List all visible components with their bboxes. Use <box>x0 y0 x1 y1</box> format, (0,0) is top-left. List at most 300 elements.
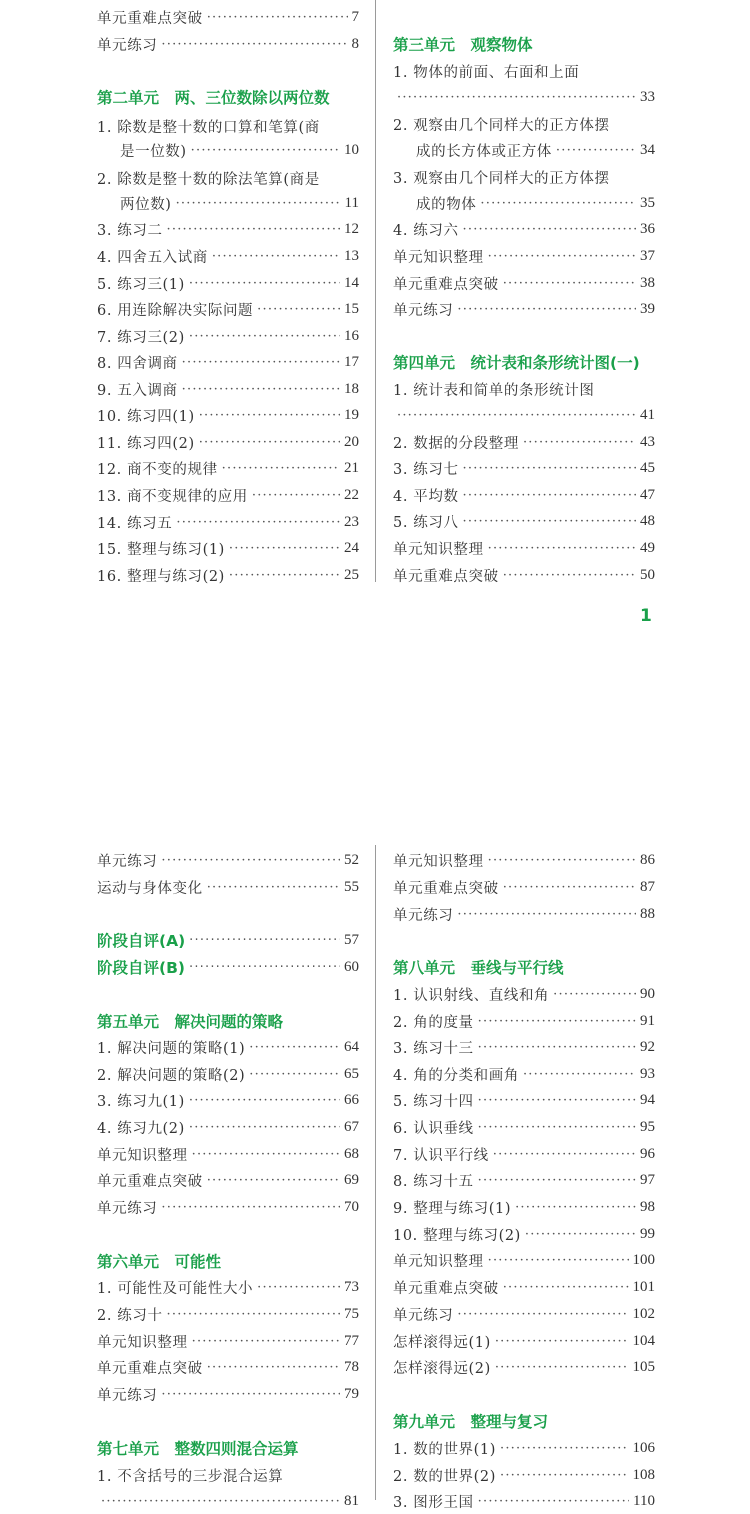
dot-leader <box>199 435 340 450</box>
toc-entry[interactable] <box>97 1167 359 1193</box>
toc-entry-title: 单元练习 <box>97 1387 158 1404</box>
toc-entry-line <box>393 376 655 402</box>
dot-leader <box>192 1147 340 1162</box>
toc-entry-page: 8 <box>351 35 359 52</box>
toc-entry-page: 20 <box>344 433 359 450</box>
toc-entry-line <box>97 1462 359 1488</box>
dot-leader <box>192 1334 340 1349</box>
dot-leader <box>503 276 636 291</box>
toc-entry[interactable] <box>97 349 359 375</box>
toc-entry-page: 18 <box>344 380 359 397</box>
dot-leader <box>463 488 636 503</box>
section-heading-title: 第五单元 解决问题的策略 <box>97 1013 284 1031</box>
toc-entry-title: 3. 练习九(1) <box>97 1093 185 1110</box>
section-heading <box>97 1248 359 1274</box>
toc-entry-title: 单元知识整理 <box>97 1334 188 1351</box>
toc-entry-highlight[interactable] <box>97 954 359 980</box>
toc-entry[interactable] <box>97 376 359 402</box>
dot-leader <box>189 933 340 948</box>
dot-leader <box>457 907 636 922</box>
toc-entry-title: 5. 练习三(1) <box>97 276 185 293</box>
toc-entry-title: 16. 整理与练习(2) <box>97 568 225 585</box>
dot-leader <box>488 249 636 264</box>
toc-entry-page: 67 <box>344 1118 359 1135</box>
toc-entry[interactable] <box>393 1488 655 1514</box>
dot-leader <box>503 880 636 895</box>
toc-entry-title: 单元知识整理 <box>97 1147 188 1164</box>
toc-entry-page: 99 <box>640 1225 655 1242</box>
toc-entry[interactable] <box>97 847 359 873</box>
toc-entry-title: 单元知识整理 <box>393 541 484 558</box>
toc-entry-page: 73 <box>344 1278 359 1295</box>
toc-entry[interactable] <box>97 402 359 428</box>
dot-leader <box>500 1468 629 1483</box>
toc-entry-page: 106 <box>632 1439 655 1456</box>
dot-leader <box>457 302 636 317</box>
dot-leader <box>478 1494 629 1509</box>
dot-leader <box>252 488 340 503</box>
toc-entry[interactable] <box>97 1488 359 1514</box>
dot-leader <box>161 37 347 52</box>
toc-entry-title: 6. 认识垂线 <box>393 1120 474 1137</box>
toc-entry[interactable] <box>393 270 655 296</box>
toc-entry[interactable] <box>97 1114 359 1140</box>
toc-entry[interactable] <box>393 1462 655 1488</box>
toc-entry[interactable] <box>393 1274 655 1300</box>
toc-entry[interactable] <box>97 1194 359 1220</box>
toc-entry-title: 2. 数据的分段整理 <box>393 435 519 452</box>
toc-entry-title: 运动与身体变化 <box>97 880 203 897</box>
toc-entry[interactable] <box>393 84 655 110</box>
toc-entry-title: 1. 认识射线、直线和角 <box>393 987 550 1004</box>
toc-entry[interactable] <box>393 1061 655 1087</box>
toc-entry-title: 单元练习 <box>393 302 454 319</box>
toc-entry[interactable] <box>393 1194 655 1220</box>
dot-leader <box>523 1067 636 1082</box>
toc-entry[interactable] <box>97 216 359 242</box>
toc-entry[interactable] <box>97 1301 359 1327</box>
toc-entry-page: 48 <box>640 512 655 529</box>
dot-leader <box>182 355 340 370</box>
toc-entry-title: 2. 角的度量 <box>393 1014 474 1031</box>
dot-leader <box>189 1120 340 1135</box>
toc-entry[interactable] <box>97 482 359 508</box>
dot-leader <box>556 143 636 158</box>
toc-entry[interactable] <box>97 1274 359 1300</box>
page-number: 1 <box>640 606 652 626</box>
toc-entry-page: 14 <box>344 274 359 291</box>
toc-entry-page: 93 <box>640 1065 655 1082</box>
dot-leader <box>249 1067 340 1082</box>
toc-entry-page: 77 <box>344 1332 359 1349</box>
toc-entry-page: 55 <box>344 878 359 895</box>
dot-leader <box>500 1441 629 1456</box>
toc-page-2 <box>0 845 750 1511</box>
section-heading-title: 第七单元 整数四则混合运算 <box>97 1440 299 1458</box>
dot-leader <box>189 329 340 344</box>
toc-entry-highlight[interactable] <box>97 927 359 953</box>
toc-entry-title: 2. 数的世界(2) <box>393 1468 496 1485</box>
toc-entry[interactable] <box>97 1328 359 1354</box>
toc-entry-title: 阶段自评(A) <box>97 932 186 950</box>
toc-entry-page: 34 <box>640 141 655 158</box>
dot-leader <box>257 302 340 317</box>
dot-leader <box>229 541 340 556</box>
dot-leader <box>199 408 340 423</box>
toc-entry[interactable] <box>393 1221 655 1247</box>
toc-entry-title: 10. 整理与练习(2) <box>393 1227 521 1244</box>
toc-entry[interactable] <box>97 243 359 269</box>
dot-leader <box>515 1200 636 1215</box>
toc-entry-title: 两位数) <box>120 196 172 213</box>
toc-entry-title: 单元练习 <box>97 37 158 54</box>
dot-leader <box>189 960 340 975</box>
toc-entry[interactable] <box>393 508 655 534</box>
dot-leader <box>397 408 636 423</box>
toc-entry-title: 10. 练习四(1) <box>97 408 195 425</box>
toc-entry[interactable] <box>97 1087 359 1113</box>
section-heading <box>97 84 359 110</box>
toc-entry-page: 39 <box>640 300 655 317</box>
toc-entry-title: 单元练习 <box>97 853 158 870</box>
dot-leader <box>176 515 340 530</box>
toc-entry[interactable] <box>393 874 655 900</box>
toc-entry-title: 1. 解决问题的策略(1) <box>97 1040 246 1057</box>
dot-leader <box>478 1014 636 1029</box>
toc-entry-page: 90 <box>640 985 655 1002</box>
toc-entry-page: 95 <box>640 1118 655 1135</box>
toc-entry[interactable] <box>97 874 359 900</box>
toc-entry-page: 13 <box>344 247 359 264</box>
dot-leader <box>101 1494 340 1509</box>
toc-entry-title: 2. 解决问题的策略(2) <box>97 1067 246 1084</box>
toc-entry[interactable] <box>393 402 655 428</box>
toc-entry-page: 50 <box>640 566 655 583</box>
section-heading-title: 第八单元 垂线与平行线 <box>393 959 564 977</box>
toc-entry[interactable] <box>393 1301 655 1327</box>
toc-entry-title: 单元知识整理 <box>393 853 484 870</box>
toc-entry-title: 单元重难点突破 <box>393 276 499 293</box>
toc-entry-page: 45 <box>640 459 655 476</box>
toc-entry[interactable] <box>393 1328 655 1354</box>
toc-entry[interactable] <box>97 535 359 561</box>
toc-entry[interactable] <box>97 270 359 296</box>
toc-entry[interactable] <box>97 1034 359 1060</box>
toc-entry-title: 怎样滚得远(1) <box>393 1334 491 1351</box>
toc-entry-page: 104 <box>632 1332 655 1349</box>
toc-entry-title: 成的物体 <box>416 196 477 213</box>
toc-entry-title: 成的长方体或正方体 <box>416 143 552 160</box>
toc-entry-title: 单元重难点突破 <box>97 1173 203 1190</box>
toc-entry[interactable] <box>393 901 655 927</box>
toc-entry[interactable] <box>97 1141 359 1167</box>
dot-leader <box>161 1200 340 1215</box>
dot-leader <box>161 1387 340 1402</box>
dot-leader <box>488 853 636 868</box>
toc-entry-page: 16 <box>344 327 359 344</box>
toc-entry-page: 79 <box>344 1385 359 1402</box>
dot-leader <box>463 514 636 529</box>
section-heading-title: 第三单元 观察物体 <box>393 36 533 54</box>
dot-leader <box>191 143 340 158</box>
toc-entry-line <box>97 165 359 191</box>
toc-entry-title: 阶段自评(B) <box>97 959 185 977</box>
toc-entry-page: 78 <box>344 1358 359 1375</box>
toc-entry-title: 2. 练习十 <box>97 1307 163 1324</box>
toc-entry-page: 25 <box>344 566 359 583</box>
dot-leader <box>229 568 340 583</box>
section-heading <box>393 349 655 375</box>
dot-leader <box>463 461 636 476</box>
toc-entry-page: 69 <box>344 1171 359 1188</box>
toc-entry-title: 单元重难点突破 <box>393 1280 499 1297</box>
toc-entry-page: 17 <box>344 353 359 370</box>
dot-leader <box>553 987 636 1002</box>
toc-entry[interactable] <box>393 1354 655 1380</box>
toc-entry-title: 单元练习 <box>393 1307 454 1324</box>
toc-entry[interactable] <box>393 137 655 163</box>
toc-page-1 <box>0 0 750 640</box>
toc-entry-title: 13. 商不变规律的应用 <box>97 488 248 505</box>
toc-entry[interactable] <box>393 1435 655 1461</box>
dot-leader <box>249 1040 340 1055</box>
dot-leader <box>478 1093 636 1108</box>
toc-entry[interactable] <box>393 981 655 1007</box>
section-heading <box>393 954 655 980</box>
toc-entry-title: 2. 观察由几个同样大的正方体摆 <box>393 117 610 134</box>
toc-entry[interactable] <box>393 562 655 588</box>
toc-entry[interactable] <box>97 1354 359 1380</box>
toc-entry-page: 47 <box>640 486 655 503</box>
toc-entry[interactable] <box>393 216 655 242</box>
toc-entry-title: 5. 练习十四 <box>393 1093 474 1110</box>
toc-entry-page: 36 <box>640 220 655 237</box>
dot-leader <box>488 541 636 556</box>
dot-leader <box>478 1173 636 1188</box>
toc-entry-page: 15 <box>344 300 359 317</box>
toc-entry[interactable] <box>97 509 359 535</box>
dot-leader <box>257 1280 340 1295</box>
toc-entry-title: 6. 用连除解决实际问题 <box>97 302 254 319</box>
toc-entry-title: 11. 练习四(2) <box>97 435 195 452</box>
toc-entry-title: 1. 不含括号的三步混合运算 <box>97 1468 284 1485</box>
toc-entry-title: 5. 练习八 <box>393 514 459 531</box>
toc-entry-page: 35 <box>640 194 655 211</box>
toc-entry-line <box>393 111 655 137</box>
toc-entry-title: 9. 五入调商 <box>97 382 178 399</box>
toc-entry-page: 41 <box>640 406 655 423</box>
toc-entry-page: 108 <box>632 1466 655 1483</box>
section-heading <box>97 1435 359 1461</box>
toc-entry[interactable] <box>97 31 359 57</box>
toc-entry-page: 33 <box>640 88 655 105</box>
dot-leader <box>525 1227 636 1242</box>
dot-leader <box>493 1147 636 1162</box>
toc-entry-page: 101 <box>632 1278 655 1295</box>
toc-entry-page: 88 <box>640 905 655 922</box>
toc-entry-page: 38 <box>640 274 655 291</box>
column-divider <box>375 0 376 582</box>
section-heading <box>393 31 655 57</box>
dot-leader <box>212 249 340 264</box>
toc-entry-page: 70 <box>344 1198 359 1215</box>
toc-entry[interactable] <box>97 137 359 163</box>
toc-entry-title: 7. 认识平行线 <box>393 1147 489 1164</box>
toc-entry-page: 87 <box>640 878 655 895</box>
dot-leader <box>463 222 636 237</box>
toc-entry-page: 102 <box>632 1305 655 1322</box>
toc-entry[interactable] <box>97 455 359 481</box>
toc-entry[interactable] <box>97 323 359 349</box>
toc-entry-page: 37 <box>640 247 655 264</box>
dot-leader <box>207 1360 340 1375</box>
toc-entry-page: 22 <box>344 486 359 503</box>
toc-entry-title: 4. 平均数 <box>393 488 459 505</box>
toc-entry[interactable] <box>393 243 655 269</box>
dot-leader <box>503 1280 629 1295</box>
toc-entry[interactable] <box>97 296 359 322</box>
toc-entry-title: 单元练习 <box>393 907 454 924</box>
toc-entry-title: 单元重难点突破 <box>97 10 203 27</box>
toc-entry[interactable] <box>393 190 655 216</box>
dot-leader <box>222 461 340 476</box>
toc-entry-title: 4. 练习六 <box>393 222 459 239</box>
toc-entry-title: 单元重难点突破 <box>97 1360 203 1377</box>
toc-entry-page: 66 <box>344 1091 359 1108</box>
toc-entry-page: 43 <box>640 433 655 450</box>
dot-leader <box>478 1040 636 1055</box>
toc-entry[interactable] <box>97 190 359 216</box>
section-heading-title: 第四单元 统计表和条形统计图(一) <box>393 354 640 372</box>
toc-entry-line <box>393 58 655 84</box>
dot-leader <box>503 568 636 583</box>
toc-entry-page: 94 <box>640 1091 655 1108</box>
dot-leader <box>478 1120 636 1135</box>
toc-entry-page: 98 <box>640 1198 655 1215</box>
toc-entry-title: 单元知识整理 <box>393 1253 484 1270</box>
toc-entry-title: 12. 商不变的规律 <box>97 461 218 478</box>
toc-entry-page: 100 <box>632 1251 655 1268</box>
section-heading <box>97 1008 359 1034</box>
toc-entry-page: 81 <box>344 1492 359 1509</box>
toc-entry-title: 14. 练习五 <box>97 515 173 532</box>
toc-entry-title: 1. 物体的前面、右面和上面 <box>393 64 580 81</box>
toc-entry-title: 4. 四舍五入试商 <box>97 249 208 266</box>
toc-entry-page: 97 <box>640 1171 655 1188</box>
toc-entry[interactable] <box>393 1034 655 1060</box>
dot-leader <box>167 1307 340 1322</box>
toc-entry-title: 8. 练习十五 <box>393 1173 474 1190</box>
toc-entry-title: 8. 四舍调商 <box>97 355 178 372</box>
toc-entry[interactable] <box>97 1381 359 1407</box>
toc-entry-page: 68 <box>344 1145 359 1162</box>
toc-entry[interactable] <box>393 535 655 561</box>
toc-entry-page: 57 <box>344 931 359 948</box>
toc-entry-title: 15. 整理与练习(1) <box>97 541 225 558</box>
toc-entry-title: 1. 统计表和简单的条形统计图 <box>393 382 595 399</box>
dot-leader <box>161 853 340 868</box>
toc-entry-page: 64 <box>344 1038 359 1055</box>
section-heading-title: 第二单元 两、三位数除以两位数 <box>97 89 330 107</box>
toc-entry-title: 1. 数的世界(1) <box>393 1441 496 1458</box>
toc-entry-title: 是一位数) <box>120 143 187 160</box>
dot-leader <box>523 435 636 450</box>
toc-entry-title: 3. 练习七 <box>393 461 459 478</box>
dot-leader <box>176 196 341 211</box>
toc-entry-page: 52 <box>344 851 359 868</box>
toc-entry[interactable] <box>393 847 655 873</box>
dot-leader <box>182 382 340 397</box>
toc-entry-page: 11 <box>344 194 359 211</box>
toc-entry-title: 单元练习 <box>97 1200 158 1217</box>
toc-entry-page: 21 <box>344 459 359 476</box>
dot-leader <box>457 1307 628 1322</box>
toc-entry[interactable] <box>97 429 359 455</box>
toc-entry-page: 19 <box>344 406 359 423</box>
toc-entry-page: 105 <box>632 1358 655 1375</box>
toc-entry-page: 24 <box>344 539 359 556</box>
toc-entry-title: 7. 练习三(2) <box>97 329 185 346</box>
dot-leader <box>189 1093 340 1108</box>
toc-entry[interactable] <box>97 4 359 30</box>
toc-entry[interactable] <box>393 1087 655 1113</box>
toc-entry-line <box>97 113 359 139</box>
dot-leader <box>167 222 340 237</box>
toc-entry-page: 10 <box>344 141 359 158</box>
toc-entry[interactable] <box>393 429 655 455</box>
toc-entry-title: 4. 练习九(2) <box>97 1120 185 1137</box>
toc-entry[interactable] <box>393 455 655 481</box>
toc-entry-page: 96 <box>640 1145 655 1162</box>
toc-entry-page: 92 <box>640 1038 655 1055</box>
section-heading-title: 第九单元 整理与复习 <box>393 1413 549 1431</box>
toc-entry-title: 9. 整理与练习(1) <box>393 1200 512 1217</box>
dot-leader <box>495 1334 629 1349</box>
toc-entry-title: 单元重难点突破 <box>393 880 499 897</box>
toc-entry-title: 3. 观察由几个同样大的正方体摆 <box>393 170 610 187</box>
toc-entry[interactable] <box>97 1061 359 1087</box>
toc-entry[interactable] <box>97 562 359 588</box>
toc-entry[interactable] <box>393 1141 655 1167</box>
toc-entry[interactable] <box>393 1247 655 1273</box>
toc-entry-title: 1. 除数是整十数的口算和笔算(商 <box>97 119 320 136</box>
dot-leader <box>480 196 636 211</box>
dot-leader <box>495 1360 629 1375</box>
toc-entry-page: 65 <box>344 1065 359 1082</box>
toc-entry-page: 60 <box>344 958 359 975</box>
toc-entry[interactable] <box>393 1114 655 1140</box>
toc-entry-title: 单元重难点突破 <box>393 568 499 585</box>
toc-entry-title: 1. 可能性及可能性大小 <box>97 1280 254 1297</box>
toc-entry[interactable] <box>393 1167 655 1193</box>
toc-entry-page: 7 <box>351 8 359 25</box>
toc-entry-line <box>393 164 655 190</box>
toc-entry-page: 86 <box>640 851 655 868</box>
dot-leader <box>488 1253 629 1268</box>
toc-entry-page: 75 <box>344 1305 359 1322</box>
toc-entry[interactable] <box>393 1008 655 1034</box>
dot-leader <box>397 90 636 105</box>
section-heading <box>393 1408 655 1434</box>
toc-entry-title: 单元知识整理 <box>393 249 484 266</box>
toc-entry-title: 怎样滚得远(2) <box>393 1360 491 1377</box>
column-divider <box>375 845 376 1500</box>
toc-entry-page: 91 <box>640 1012 655 1029</box>
toc-entry[interactable] <box>393 482 655 508</box>
section-heading-title: 第六单元 可能性 <box>97 1253 222 1271</box>
toc-entry-page: 23 <box>344 513 359 530</box>
toc-entry[interactable] <box>393 296 655 322</box>
